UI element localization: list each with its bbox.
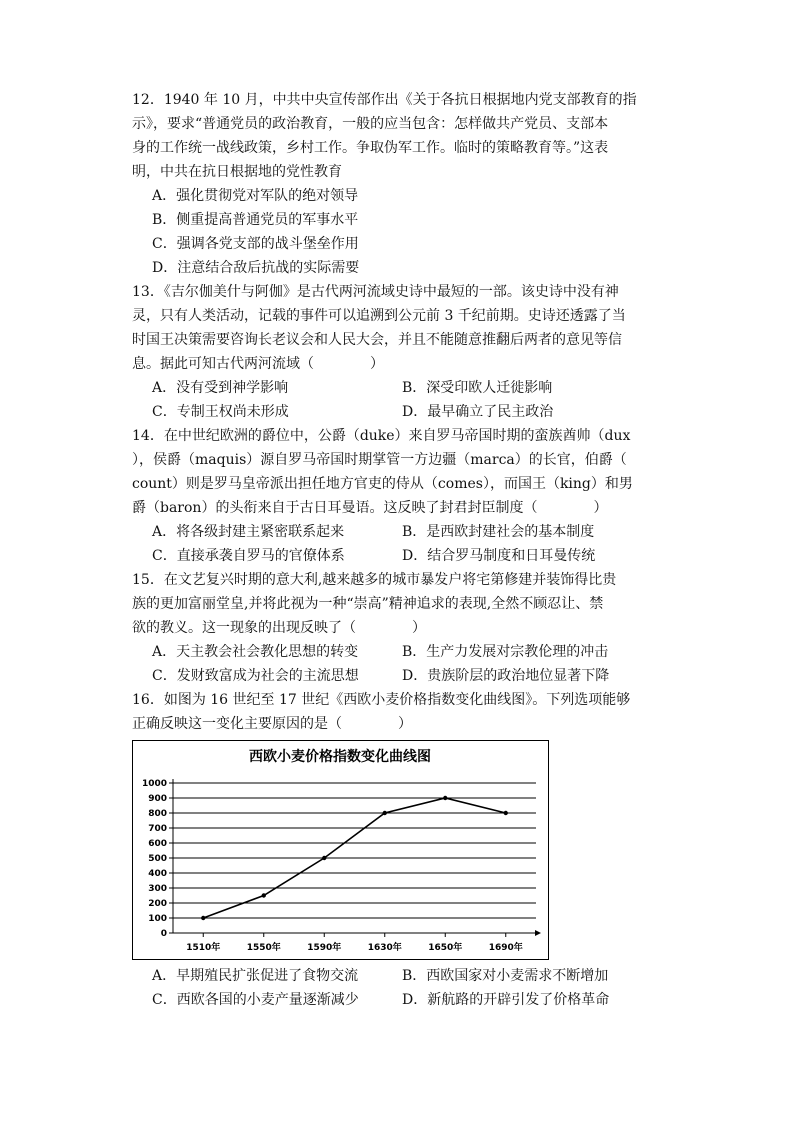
question-text-line: 正确反映这一变化主要原因的是（ ） [132, 716, 412, 732]
chart-title: 西欧小麦价格指数变化曲线图 [249, 749, 431, 765]
option-row [132, 400, 680, 424]
x-tick-label: 1690年 [488, 943, 523, 953]
data-point [443, 796, 447, 800]
y-tick-label: 300 [148, 884, 167, 894]
y-tick-label: 800 [148, 809, 167, 819]
option-d: D．注意结合敌后抗战的实际需要 [152, 260, 360, 276]
question-text-line: 身的工作统一战线政策，乡村工作。争取伪军工作。临时的策略教育等。”这表 [132, 140, 609, 156]
option-d: D．结合罗马制度和日耳曼传统 [402, 548, 596, 564]
option-c: C．强调各党支部的战斗堡垒作用 [152, 236, 359, 252]
option-c: C．西欧各国的小麦产量逐渐减少 [152, 992, 359, 1008]
option-d: D．新航路的开辟引发了价格革命 [402, 992, 610, 1008]
y-tick-label: 200 [148, 899, 167, 909]
option-row [132, 988, 680, 1012]
question-text-line: 16．如图为 16 世纪至 17 世纪《西欧小麦价格指数变化曲线图》。下列选项能够 [132, 692, 631, 708]
question-text-line: 14．在中世纪欧洲的爵位中，公爵（duke）来自罗马帝国时期的蛮族酋帅（dux [132, 428, 631, 444]
x-tick-label: 1550年 [246, 943, 281, 953]
question-text-line: 息。据此可知古代两河流域（ ） [132, 356, 384, 372]
question-14 [132, 424, 680, 568]
question-12 [132, 88, 680, 280]
x-tick-label: 1650年 [428, 943, 463, 953]
question-text-line: 示》，要求“普通党员的政治教育，一般的应当包含：怎样做共产党员、支部本 [132, 116, 609, 132]
y-tick-label: 700 [148, 824, 167, 834]
x-tick-label: 1590年 [307, 943, 342, 953]
question-text-line: 明，中共在抗日根据地的党性教育 [132, 164, 342, 180]
data-point [504, 811, 508, 815]
data-point [322, 856, 326, 860]
y-tick-label: 100 [148, 914, 167, 924]
y-tick-label: 400 [148, 869, 167, 879]
question-15 [132, 568, 680, 688]
y-tick-label: 900 [148, 794, 167, 804]
question-text-line: 族的更加富丽堂皇,并将此视为一种“崇高”精神追求的表现,全然不顾忍让、禁 [132, 596, 604, 612]
question-text-line: count）则是罗马皇帝派出担任地方官吏的侍从（comes），而国王（king）和男 [132, 476, 633, 492]
option-d: D．贵族阶层的政治地位显著下降 [402, 668, 610, 684]
option-a: A．没有受到神学影响 [152, 380, 289, 396]
option-row [132, 664, 680, 688]
x-tick-label: 1510年 [186, 943, 221, 953]
question-16 [132, 688, 680, 1012]
option-row [132, 640, 680, 664]
question-text-line: 灵，只有人类活动，记载的事件可以追溯到公元前 3 千纪前期。史诗还透露了当 [132, 308, 626, 324]
y-tick-label: 600 [148, 839, 167, 849]
x-axis-arrow [535, 930, 541, 936]
question-text-line: 爵（baron）的头衔来自于古日耳曼语。这反映了封君封臣制度（ ） [132, 500, 608, 516]
x-tick-label: 1630年 [367, 943, 402, 953]
question-text-line: 15．在文艺复兴时期的意大利,越来越多的城市暴发户将宅第修建并装饰得比贵 [132, 572, 617, 588]
exam-content [132, 88, 680, 1012]
option-a: A．早期殖民扩张促进了食物交流 [152, 968, 359, 984]
option-row [132, 964, 680, 988]
question-13 [132, 280, 680, 424]
question-text-line: ），侯爵（maquis）源自罗马帝国时期掌管一方边疆（marca）的长官，伯爵（ [132, 452, 627, 468]
wheat-price-chart [132, 740, 549, 960]
question-text-line: 欲的教义。这一现象的出现反映了（ ） [132, 620, 426, 636]
data-point [262, 893, 266, 897]
option-b: B．西欧国家对小麦需求不断增加 [402, 968, 609, 984]
option-b: B．侧重提高普通党员的军事水平 [152, 212, 359, 228]
option-c: C．直接承袭自罗马的官僚体系 [152, 548, 345, 564]
option-row [132, 544, 680, 568]
option-d: D．最早确立了民主政治 [402, 404, 554, 420]
option-b: B．生产力发展对宗教伦理的冲击 [402, 644, 609, 660]
option-a: A．天主教会社会教化思想的转变 [152, 644, 359, 660]
data-point [383, 811, 387, 815]
question-text-line: 13．《吉尔伽美什与阿伽》是古代两河流域史诗中最短的一部。该史诗中没有神 [132, 284, 619, 300]
option-c: C．专制王权尚未形成 [152, 404, 289, 420]
y-tick-label: 1000 [141, 779, 167, 789]
grid-layer [173, 783, 536, 918]
y-tick-label: 500 [148, 854, 167, 864]
option-a: A．将各级封建主紧密联系起来 [152, 524, 345, 540]
y-tick-label: 0 [160, 929, 167, 939]
option-row [132, 520, 680, 544]
data-point [201, 916, 205, 920]
label-layer [142, 779, 523, 953]
option-c: C．发财致富成为社会的主流思想 [152, 668, 359, 684]
option-row [132, 376, 680, 400]
option-a: A．强化贯彻党对军队的绝对领导 [152, 188, 359, 204]
option-b: B．深受印欧人迁徙影响 [402, 380, 553, 396]
option-b: B．是西欧封建社会的基本制度 [402, 524, 595, 540]
question-text-line: 时国王决策需要咨询长老议会和人民大会，并且不能随意推翻后两者的意见等信 [132, 332, 622, 348]
question-text-line: 12．1940 年 10 月，中共中央宣传部作出《关于各抗日根据地内党支部教育的指 [132, 92, 637, 108]
chart-svg [133, 741, 548, 959]
